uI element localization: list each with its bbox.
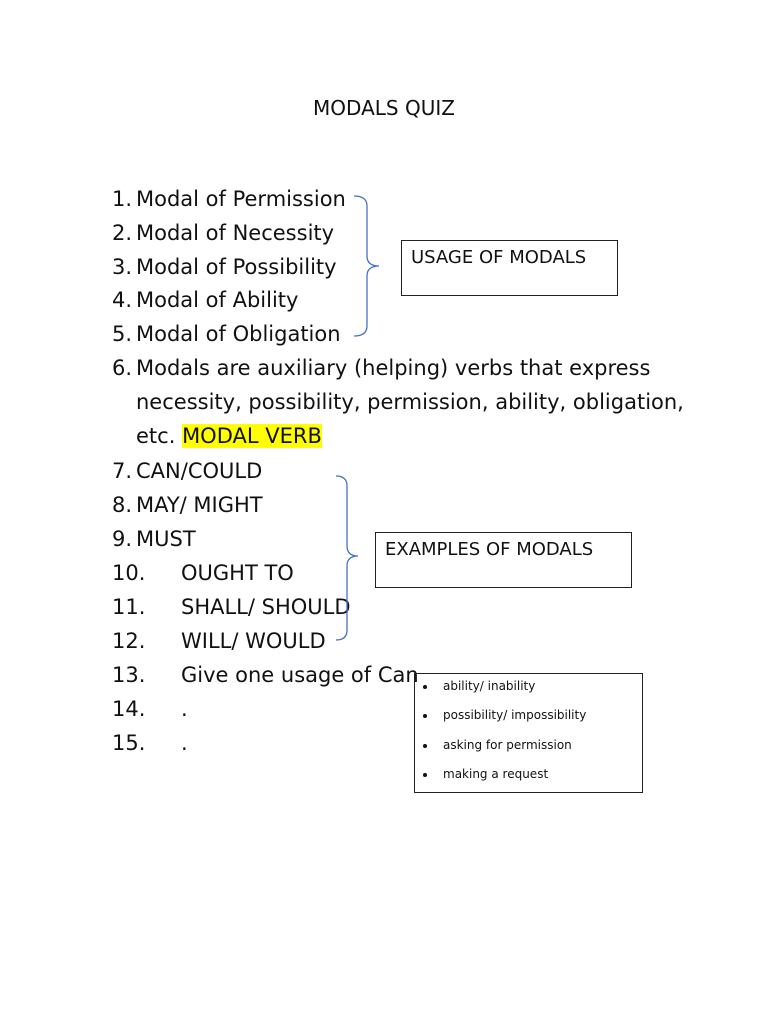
item-number: 10. [112,561,146,585]
item-text: Give one usage of Can [181,663,419,687]
item-text: MAY/ MIGHT [136,493,263,517]
bullet-dot-icon [423,773,427,777]
can-usages-box [414,673,643,793]
item-number: 3. [112,255,133,279]
item-number: 2. [112,221,133,245]
item-number: 15. [112,731,146,755]
page-title: MODALS QUIZ [313,96,455,120]
item-text: Modal of Possibility [136,255,337,279]
etc-text: etc. [136,424,183,448]
item-text-line-3 [136,419,322,453]
bullet-item: possibility/ impossibility [443,708,586,722]
item-text-line-1: Modals are auxiliary (helping) verbs that express [136,356,651,380]
bullet-item: ability/ inability [443,679,535,693]
bullet-item: making a request [443,767,548,781]
item-text: . [181,697,188,721]
item-number: 11. [112,595,146,619]
item-number: 14. [112,697,146,721]
item-text: Modal of Necessity [136,221,335,245]
item-number: 7. [112,459,133,483]
item-text: Modal of Ability [136,288,299,312]
item-text: . [181,731,188,755]
item-number: 9. [112,527,133,551]
item-number: 13. [112,663,146,687]
bullet-dot-icon [423,744,427,748]
highlighted-modal-verb: MODAL VERB [182,424,322,448]
usage-of-modals-label: USAGE OF MODALS [411,247,587,268]
item-text: OUGHT TO [181,561,294,585]
item-text: Modal of Obligation [136,322,341,346]
item-number: 5. [112,322,133,346]
item-number: 8. [112,493,133,517]
item-number: 4. [112,288,133,312]
item-text: SHALL/ SHOULD [181,595,351,619]
item-text: CAN/COULD [136,459,263,483]
item-text-line-2: necessity, possibility, permission, ability, obligation, [136,390,684,414]
item-text: MUST [136,527,196,551]
usage-of-modals-box [401,240,618,296]
item-text: WILL/ WOULD [181,629,326,653]
item-text: Modal of Permission [136,187,346,211]
item-number: 6. [112,356,133,380]
bullet-dot-icon [423,714,427,718]
item-number: 12. [112,629,146,653]
examples-of-modals-label: EXAMPLES OF MODALS [385,539,594,560]
right-brace-icon [350,194,386,338]
item-number: 1. [112,187,133,211]
bullet-item: asking for permission [443,738,572,752]
examples-of-modals-box [375,532,632,588]
right-brace-icon [332,474,368,642]
bullet-dot-icon [423,685,427,689]
